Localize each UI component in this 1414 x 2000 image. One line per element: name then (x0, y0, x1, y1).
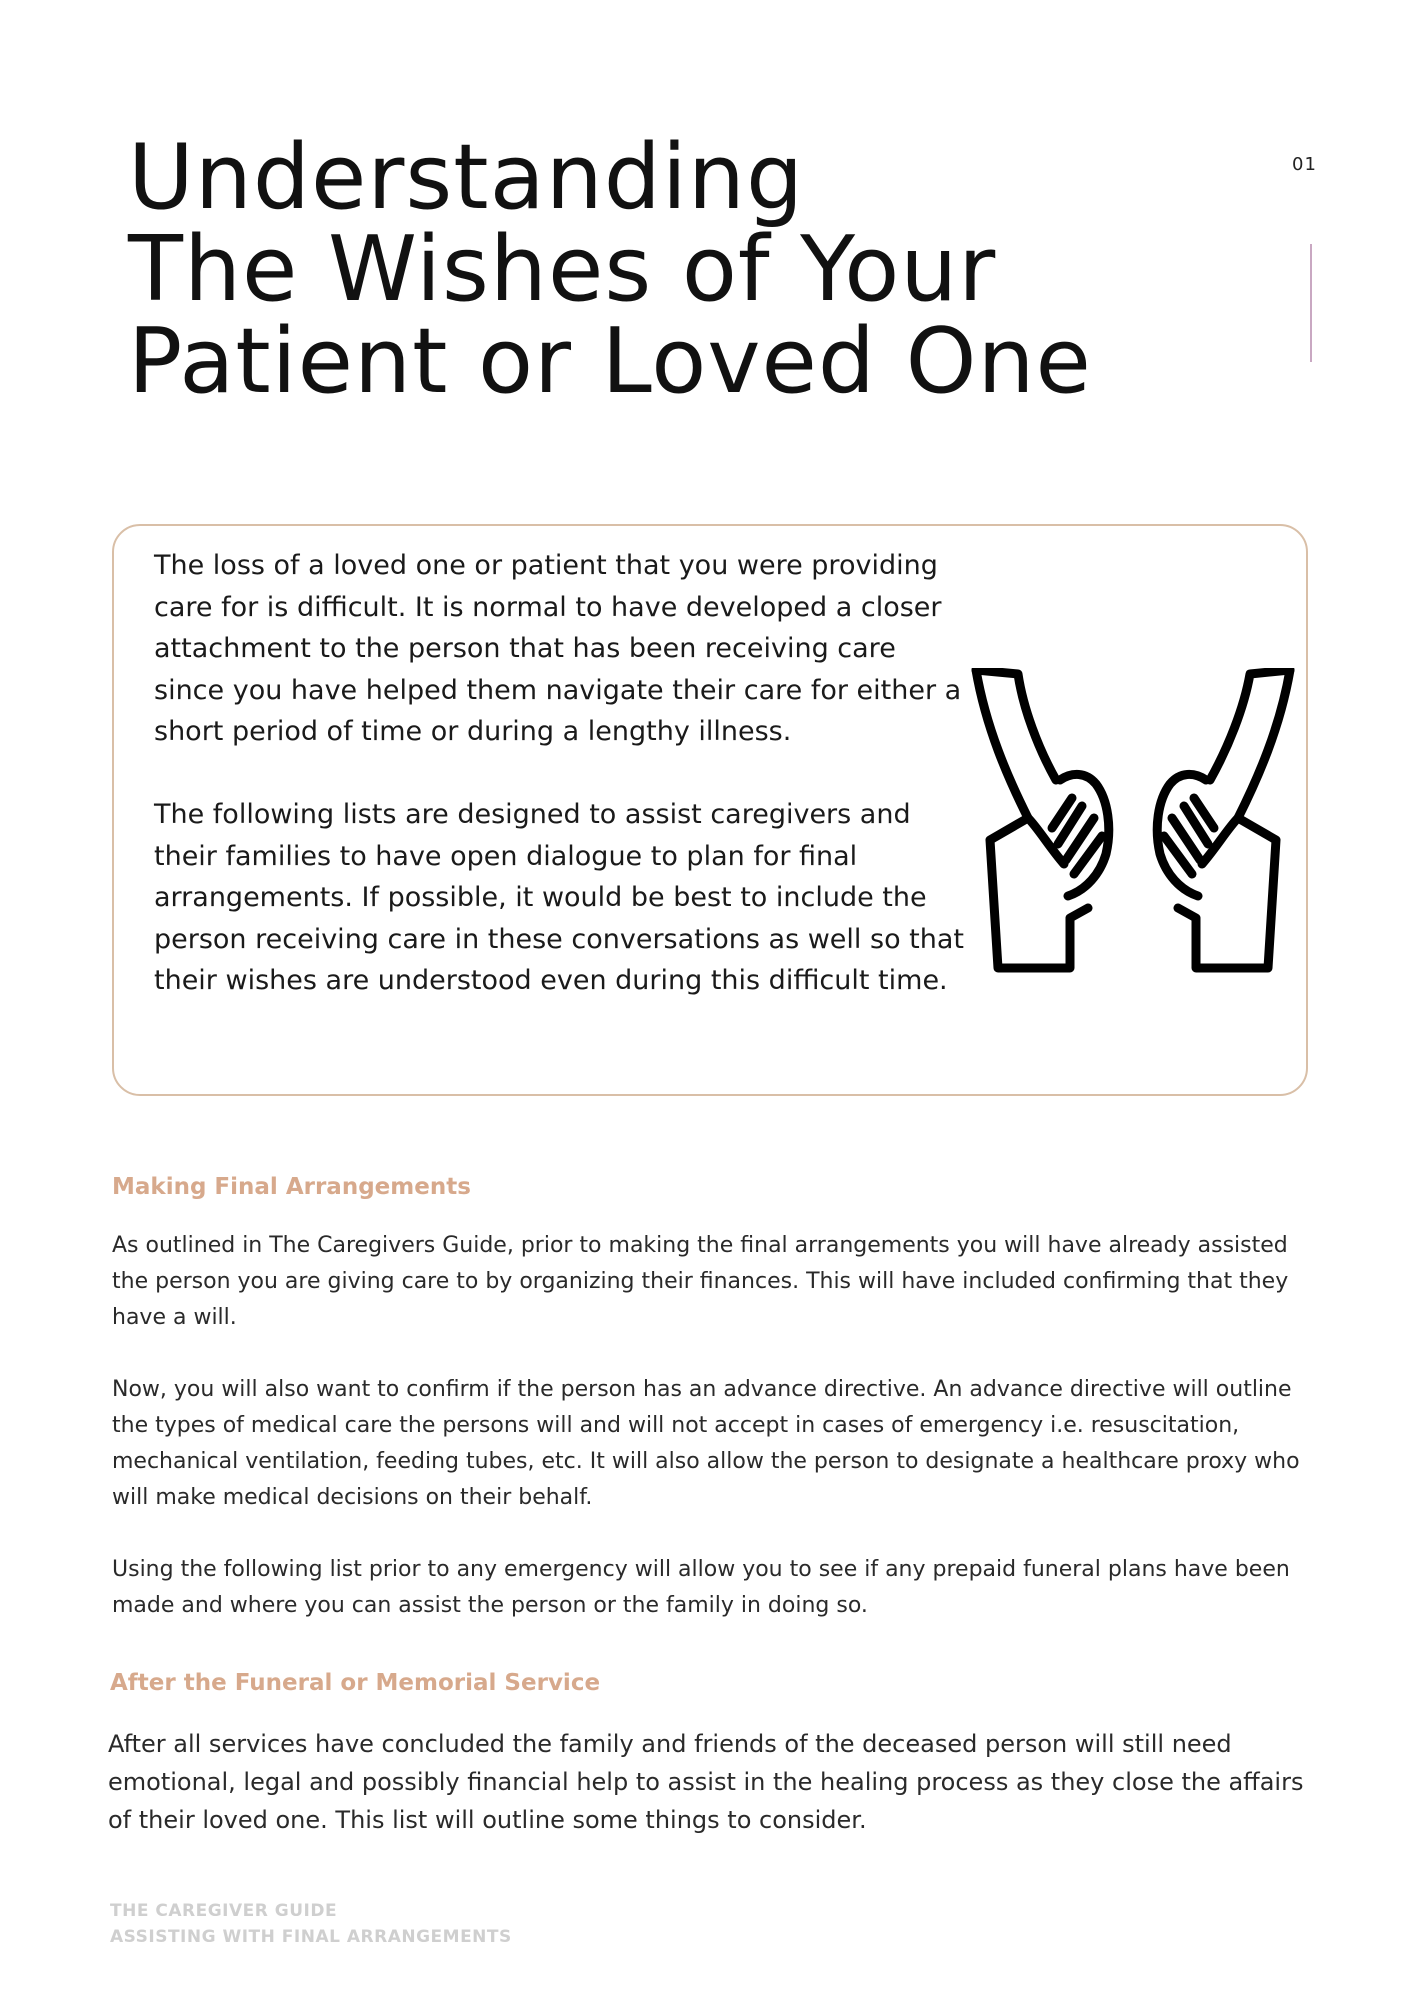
right-hand-icon (1157, 670, 1290, 968)
title-line: Understanding (128, 125, 805, 230)
page-number: 01 (1292, 154, 1317, 175)
intro-paragraph: The following lists are designed to assist caregivers and their families to have open dialogue to plan for final arrangements. If possible, it would be best to include the person receiving care in these conversations as well so that their wishes are understood even during this difficult time. (154, 799, 964, 996)
holding-hands-icon (968, 668, 1298, 974)
side-rule (1310, 244, 1312, 362)
body-paragraph: As outlined in The Caregivers Guide, prior to making the final arrangements you will have already assisted the person you are giving care to by organizing their finances. This will have included confirming that they have a will. (112, 1233, 1289, 1330)
left-hand-icon (976, 670, 1109, 968)
footer (110, 1898, 512, 1950)
footer-line: ASSISTING WITH FINAL ARRANGEMENTS (110, 1927, 512, 1947)
section-heading-final-arrangements: Making Final Arrangements (112, 1174, 471, 1200)
body-paragraph: After all services have concluded the family and friends of the deceased person will still need emotional, legal and possibly financial help to assist in the healing process as they close the affairs of their loved one. This list will outline some things to consider. (108, 1730, 1304, 1834)
section-body-final-arrangements (112, 1228, 1322, 1624)
body-paragraph: Now, you will also want to confirm if the person has an advance directive. An advance directive will outline the types of medical care the persons will and will not accept in cases of emergency i.e. resuscitation, mechanical ventilation, feeding tubes, etc. It will also allow the person to designate a healthcare proxy who will make medical decisions on their behalf. (112, 1377, 1300, 1510)
section-body-after-funeral (108, 1725, 1318, 1839)
page-title (128, 125, 1092, 414)
body-paragraph: Using the following list prior to any emergency will allow you to see if any prepaid funeral plans have been made and where you can assist the person or the family in doing so. (112, 1557, 1290, 1618)
title-line: Patient or Loved One (128, 309, 1092, 414)
intro-paragraph: The loss of a loved one or patient that you were providing care for is difficult. It is normal to have developed a closer attachment to the person that has been receiving care since you have helped them navigate their care for either a short period of time or during a lengthy illness. (154, 550, 962, 747)
footer-line: THE CAREGIVER GUIDE (110, 1901, 338, 1921)
intro-text (154, 545, 974, 1002)
section-heading-after-funeral: After the Funeral or Memorial Service (110, 1670, 601, 1696)
title-line: The Wishes of Your (128, 217, 997, 322)
